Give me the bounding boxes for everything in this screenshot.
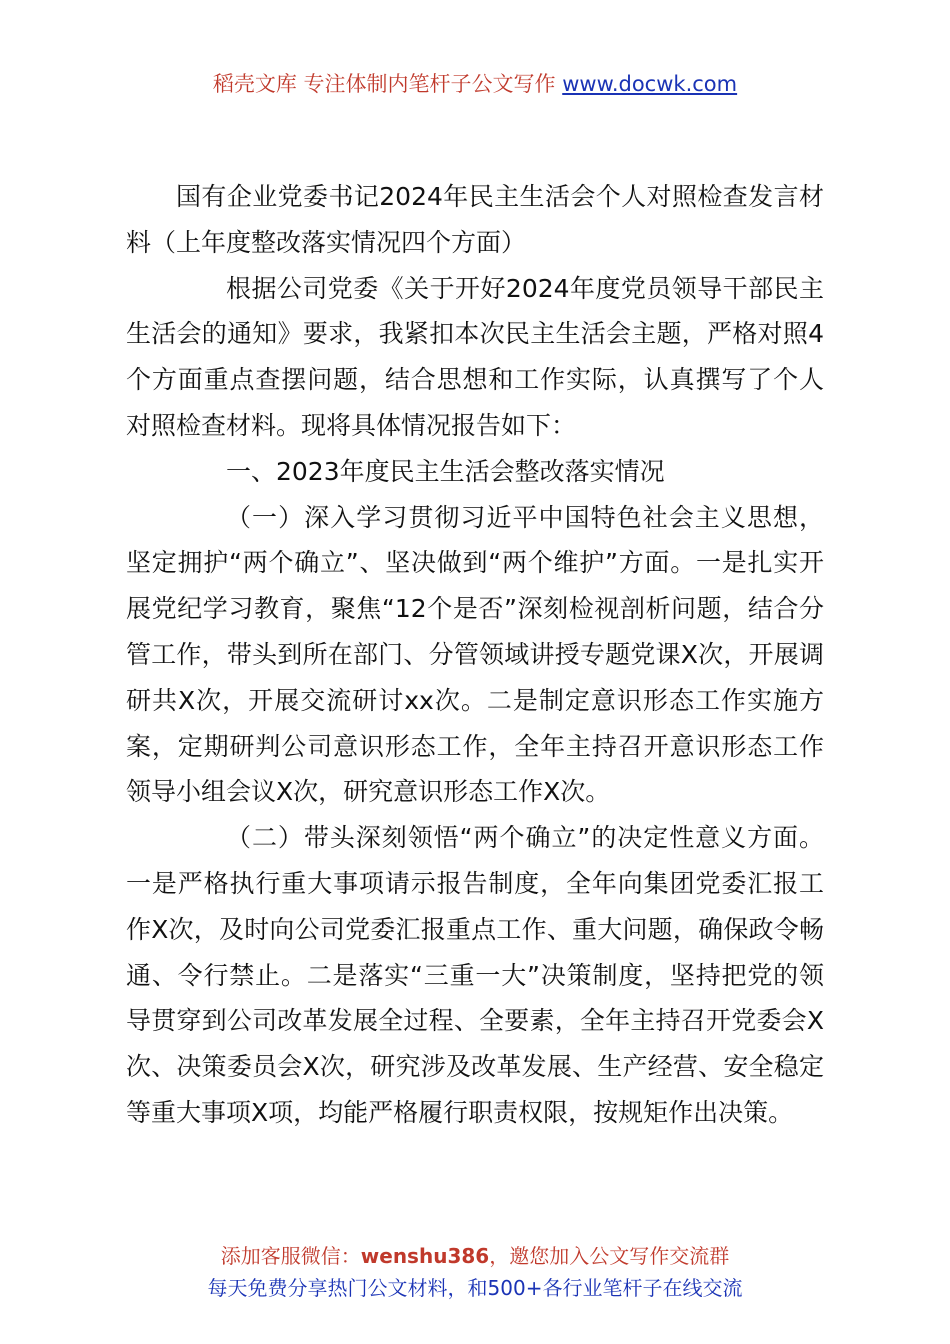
- footer-promo-line: 每天免费分享热门公文材料，和500+各行业笔杆子在线交流: [207, 1276, 743, 1300]
- header-website-link[interactable]: www.docwk.com: [562, 72, 738, 96]
- footer-contact-suffix: ，邀您加入公文写作交流群: [489, 1244, 730, 1268]
- document-title: 国有企业党委书记2024年民主生活会个人对照检查发言材料（上年度整改落实情况四个方面）: [126, 182, 824, 257]
- footer-contact-line: [0, 1240, 950, 1272]
- footer-contact-prefix: 添加客服微信：: [220, 1244, 361, 1268]
- item-paragraph-1: （一）深入学习贯彻习近平中国特色社会主义思想，坚定拥护“两个确立”、坚决做到“两个维护”方面。一是扎实开展党纪学习教育，聚焦“12个是否”深刻检视剖析问题，结合分管工作，带头到所在部门、分管领域讲授专题党课X次，开展调研共X次，开展交流研讨xx次。二是制定意识形态工作实施方案，定期研判公司意识形态工作，全年主持召开意识形态工作领导小组会议X次，研究意识形态工作X次。: [126, 502, 824, 807]
- page-footer: [0, 1240, 950, 1304]
- item-paragraph-2: （二）带头深刻领悟“两个确立”的决定性意义方面。一是严格执行重大事项请示报告制度，全年向集团党委汇报工作X次，及时向公司党委汇报重点工作、重大问题，确保政令畅通、令行禁止。二是落实“三重一大”决策制度，坚持把党的领导贯穿到公司改革发展全过程、全要素，全年主持召开党委会X次、决策委员会X次，研究涉及改革发展、生产经营、安全稳定等重大事项X项，均能严格履行职责权限，按规矩作出决策。: [126, 823, 824, 1127]
- header-brand-text: 稻壳文库 专注体制内笔杆子公文写作: [212, 72, 563, 96]
- intro-paragraph: 根据公司党委《关于开好2024年度党员领导干部民主生活会的通知》要求，我紧扣本次民主生活会主题，严格对照4个方面重点查摆问题，结合思想和工作实际，认真撰写了个人对照检查材料。现将具体情况报告如下：: [126, 273, 824, 440]
- page-header: [0, 68, 950, 98]
- section-heading: 一、2023年度民主生活会整改落实情况: [226, 456, 665, 486]
- document-body: [126, 174, 824, 1136]
- footer-wechat-id: wenshu386: [360, 1244, 490, 1268]
